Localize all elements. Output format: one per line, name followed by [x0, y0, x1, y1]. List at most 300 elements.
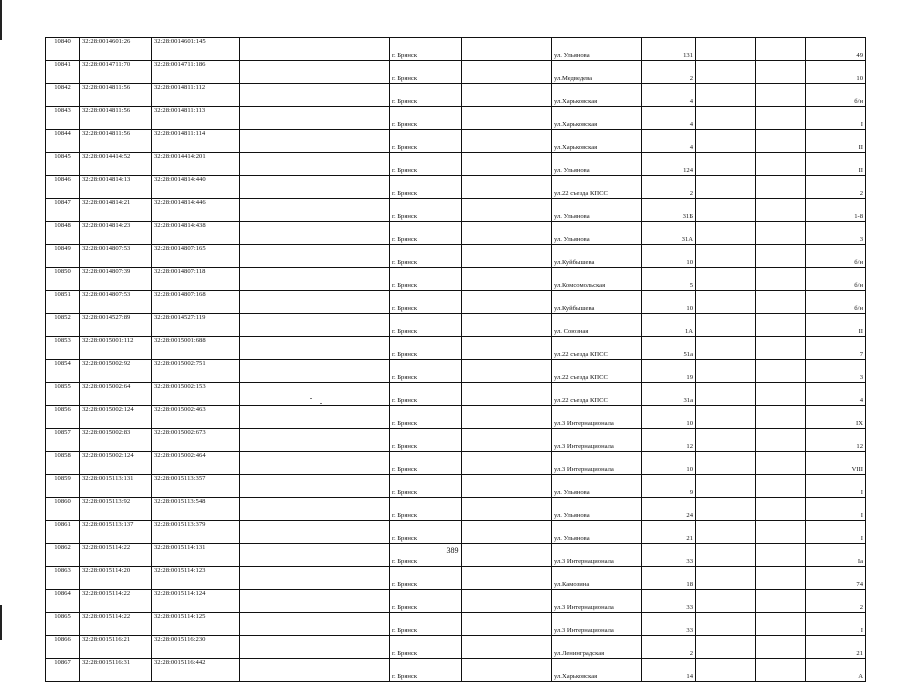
object-cadastral-number-cell: 32:28:0015001:688 — [152, 337, 240, 360]
table-row — [46, 406, 866, 429]
row-number-cell: 10840 — [46, 38, 80, 61]
registry-sheet — [45, 37, 865, 682]
house-number-cell: 31а — [642, 383, 696, 406]
street-cell: ул.3 Интернационала — [552, 429, 642, 452]
street-cell: ул.3 Интернационала — [552, 452, 642, 475]
land-cadastral-number-cell: 32:28:0015001:112 — [80, 337, 152, 360]
street-cell: ул. Ульянова — [552, 521, 642, 544]
empty-cell — [462, 314, 552, 337]
empty-cell — [756, 199, 806, 222]
street-cell: ул.Куйбышева — [552, 291, 642, 314]
empty-cell — [240, 291, 390, 314]
street-cell: ул.22 съезда КПСС — [552, 360, 642, 383]
row-number-cell: 10861 — [46, 521, 80, 544]
city-cell: г. Брянск — [390, 406, 462, 429]
street-cell: ул.3 Интернационала — [552, 613, 642, 636]
land-cadastral-number-cell: 32:28:0015114:22 — [80, 590, 152, 613]
city-cell: г. Брянск — [390, 383, 462, 406]
scan-edge-top — [0, 0, 2, 40]
premises-number-cell: 3 — [806, 360, 866, 383]
house-number-cell: 12 — [642, 429, 696, 452]
empty-cell — [240, 199, 390, 222]
empty-cell — [756, 130, 806, 153]
object-cadastral-number-cell: 32:28:0015114:125 — [152, 613, 240, 636]
premises-number-cell: II — [806, 314, 866, 337]
land-cadastral-number-cell: 32:28:0015002:124 — [80, 406, 152, 429]
empty-cell — [240, 636, 390, 659]
empty-cell — [240, 521, 390, 544]
row-number-cell: 10866 — [46, 636, 80, 659]
empty-cell — [240, 153, 390, 176]
empty-cell — [462, 130, 552, 153]
street-cell: ул.Комсомольская — [552, 268, 642, 291]
land-cadastral-number-cell: 32:28:0015002:83 — [80, 429, 152, 452]
land-cadastral-number-cell: 32:28:0014811:56 — [80, 84, 152, 107]
empty-cell — [240, 84, 390, 107]
house-number-cell: 2 — [642, 61, 696, 84]
row-number-cell: 10842 — [46, 84, 80, 107]
premises-number-cell: б/н — [806, 291, 866, 314]
empty-cell — [462, 521, 552, 544]
land-cadastral-number-cell: 32:28:0014814:21 — [80, 199, 152, 222]
premises-number-cell: 49 — [806, 38, 866, 61]
table-row — [46, 590, 866, 613]
empty-cell — [240, 590, 390, 613]
row-number-cell: 10855 — [46, 383, 80, 406]
empty-cell — [240, 337, 390, 360]
street-cell: ул.22 съезда КПСС — [552, 337, 642, 360]
street-cell: ул.22 съезда КПСС — [552, 383, 642, 406]
object-cadastral-number-cell: 32:28:0014807:165 — [152, 245, 240, 268]
city-cell: г. Брянск — [390, 176, 462, 199]
city-cell: г. Брянск — [390, 314, 462, 337]
city-cell: г. Брянск — [390, 153, 462, 176]
house-number-cell: 124 — [642, 153, 696, 176]
house-number-cell: 24 — [642, 498, 696, 521]
empty-cell — [696, 429, 756, 452]
land-cadastral-number-cell: 32:28:0015113:131 — [80, 475, 152, 498]
row-number-cell: 10867 — [46, 659, 80, 682]
empty-cell — [756, 452, 806, 475]
land-cadastral-number-cell: 32:28:0015113:92 — [80, 498, 152, 521]
empty-cell — [696, 521, 756, 544]
house-number-cell: 51а — [642, 337, 696, 360]
table-row — [46, 337, 866, 360]
street-cell: ул. Ульянова — [552, 475, 642, 498]
object-cadastral-number-cell: 32:28:0014527:119 — [152, 314, 240, 337]
empty-cell — [756, 38, 806, 61]
street-cell: ул.22 съезда КПСС — [552, 176, 642, 199]
empty-cell — [462, 222, 552, 245]
empty-cell — [756, 475, 806, 498]
street-cell: ул. Ульянова — [552, 38, 642, 61]
house-number-cell: 4 — [642, 130, 696, 153]
object-cadastral-number-cell: 32:28:0015114:131 — [152, 544, 240, 567]
object-cadastral-number-cell: 32:28:0015113:548 — [152, 498, 240, 521]
empty-cell — [756, 107, 806, 130]
row-number-cell: 10865 — [46, 613, 80, 636]
empty-cell — [462, 84, 552, 107]
premises-number-cell: I — [806, 498, 866, 521]
city-cell: г. Брянск — [390, 291, 462, 314]
house-number-cell: 2 — [642, 176, 696, 199]
house-number-cell: 10 — [642, 452, 696, 475]
street-cell: ул.Харьковская — [552, 130, 642, 153]
empty-cell — [240, 613, 390, 636]
street-cell: ул. Ульянова — [552, 153, 642, 176]
object-cadastral-number-cell: 32:28:0014601:145 — [152, 38, 240, 61]
row-number-cell: 10860 — [46, 498, 80, 521]
empty-cell — [462, 199, 552, 222]
row-number-cell: 10847 — [46, 199, 80, 222]
table-row — [46, 383, 866, 406]
empty-cell — [240, 659, 390, 682]
empty-cell — [240, 452, 390, 475]
row-number-cell: 10854 — [46, 360, 80, 383]
street-cell: ул.Куйбышева — [552, 245, 642, 268]
empty-cell — [696, 590, 756, 613]
house-number-cell: 10 — [642, 406, 696, 429]
row-number-cell: 10857 — [46, 429, 80, 452]
street-cell: ул.Харьковская — [552, 659, 642, 682]
premises-number-cell: I — [806, 521, 866, 544]
row-number-cell: 10863 — [46, 567, 80, 590]
street-cell: ул. Ульянова — [552, 199, 642, 222]
empty-cell — [696, 176, 756, 199]
house-number-cell: 2 — [642, 636, 696, 659]
city-cell: г. Брянск — [390, 337, 462, 360]
row-number-cell: 10858 — [46, 452, 80, 475]
table-row — [46, 475, 866, 498]
empty-cell — [462, 153, 552, 176]
empty-cell — [240, 314, 390, 337]
object-cadastral-number-cell: 32:28:0014811:114 — [152, 130, 240, 153]
empty-cell — [462, 452, 552, 475]
page-number: 389 — [446, 546, 459, 555]
empty-cell — [756, 567, 806, 590]
empty-cell — [240, 498, 390, 521]
table-row — [46, 360, 866, 383]
table-row — [46, 314, 866, 337]
empty-cell — [756, 245, 806, 268]
empty-cell — [240, 475, 390, 498]
city-cell: г. Брянск — [390, 521, 462, 544]
empty-cell — [240, 245, 390, 268]
table-row — [46, 659, 866, 682]
empty-cell — [462, 567, 552, 590]
table-row — [46, 291, 866, 314]
empty-cell — [756, 268, 806, 291]
empty-cell — [696, 107, 756, 130]
object-cadastral-number-cell: 32:28:0015114:124 — [152, 590, 240, 613]
empty-cell — [696, 199, 756, 222]
object-cadastral-number-cell: 32:28:0014814:446 — [152, 199, 240, 222]
object-cadastral-number-cell: 32:28:0014414:201 — [152, 153, 240, 176]
street-cell: ул. Союзная — [552, 314, 642, 337]
empty-cell — [462, 107, 552, 130]
empty-cell — [240, 360, 390, 383]
object-cadastral-number-cell: 32:28:0015116:230 — [152, 636, 240, 659]
object-cadastral-number-cell: 32:28:0014811:112 — [152, 84, 240, 107]
object-cadastral-number-cell: 32:28:0015002:464 — [152, 452, 240, 475]
premises-number-cell: IX — [806, 406, 866, 429]
house-number-cell: 33 — [642, 544, 696, 567]
premises-number-cell: 4 — [806, 383, 866, 406]
object-cadastral-number-cell: 32:28:0015113:379 — [152, 521, 240, 544]
object-cadastral-number-cell: 32:28:0015116:442 — [152, 659, 240, 682]
land-cadastral-number-cell: 32:28:0014811:56 — [80, 130, 152, 153]
empty-cell — [756, 360, 806, 383]
empty-cell — [756, 383, 806, 406]
house-number-cell: 21 — [642, 521, 696, 544]
land-cadastral-number-cell: 32:28:0014414:52 — [80, 153, 152, 176]
premises-number-cell: б/н — [806, 245, 866, 268]
empty-cell — [462, 659, 552, 682]
house-number-cell: 31Б — [642, 199, 696, 222]
empty-cell — [756, 337, 806, 360]
empty-cell — [696, 314, 756, 337]
empty-cell — [696, 337, 756, 360]
table-row — [46, 107, 866, 130]
street-cell: ул.Харьковская — [552, 107, 642, 130]
house-number-cell: 14 — [642, 659, 696, 682]
empty-cell — [240, 176, 390, 199]
empty-cell — [462, 590, 552, 613]
premises-number-cell: 21 — [806, 636, 866, 659]
empty-cell — [462, 337, 552, 360]
empty-cell — [696, 452, 756, 475]
premises-number-cell: 1-8 — [806, 199, 866, 222]
empty-cell — [696, 659, 756, 682]
premises-number-cell: VIII — [806, 452, 866, 475]
street-cell: ул.Медведева — [552, 61, 642, 84]
object-cadastral-number-cell: 32:28:0014711:186 — [152, 61, 240, 84]
premises-number-cell: 3 — [806, 222, 866, 245]
object-cadastral-number-cell: 32:28:0015002:751 — [152, 360, 240, 383]
city-cell: г. Брянск — [390, 567, 462, 590]
object-cadastral-number-cell: 32:28:0014811:113 — [152, 107, 240, 130]
city-cell: г. Брянск — [390, 475, 462, 498]
empty-cell — [240, 567, 390, 590]
row-number-cell: 10852 — [46, 314, 80, 337]
row-number-cell: 10850 — [46, 268, 80, 291]
land-cadastral-number-cell: 32:28:0014807:53 — [80, 291, 152, 314]
street-cell: ул.Ленинградская — [552, 636, 642, 659]
empty-cell — [462, 176, 552, 199]
empty-cell — [756, 636, 806, 659]
house-number-cell: 4 — [642, 107, 696, 130]
street-cell: ул. Ульянова — [552, 222, 642, 245]
house-number-cell: 9 — [642, 475, 696, 498]
empty-cell — [462, 613, 552, 636]
premises-number-cell: 2 — [806, 590, 866, 613]
object-cadastral-number-cell: 32:28:0015114:123 — [152, 567, 240, 590]
street-cell: ул.3 Интернационала — [552, 590, 642, 613]
city-cell: г. Брянск — [390, 544, 462, 567]
empty-cell — [462, 498, 552, 521]
object-cadastral-number-cell: 32:28:0014807:118 — [152, 268, 240, 291]
table-row — [46, 521, 866, 544]
empty-cell — [696, 475, 756, 498]
object-cadastral-number-cell: 32:28:0015002:463 — [152, 406, 240, 429]
property-registry-table — [45, 37, 866, 682]
empty-cell — [462, 268, 552, 291]
house-number-cell: 5 — [642, 268, 696, 291]
empty-cell — [240, 38, 390, 61]
land-cadastral-number-cell: 32:28:0014811:56 — [80, 107, 152, 130]
empty-cell — [696, 245, 756, 268]
house-number-cell: 10 — [642, 291, 696, 314]
empty-cell — [462, 38, 552, 61]
empty-cell — [756, 590, 806, 613]
empty-cell — [696, 268, 756, 291]
land-cadastral-number-cell: 32:28:0014814:13 — [80, 176, 152, 199]
table-row — [46, 153, 866, 176]
empty-cell — [756, 222, 806, 245]
land-cadastral-number-cell: 32:28:0015114:22 — [80, 544, 152, 567]
registry-body — [46, 38, 866, 682]
empty-cell — [696, 383, 756, 406]
city-cell: г. Брянск — [390, 61, 462, 84]
table-row — [46, 38, 866, 61]
house-number-cell: 18 — [642, 567, 696, 590]
city-cell: г. Брянск — [390, 268, 462, 291]
empty-cell — [756, 61, 806, 84]
land-cadastral-number-cell: 32:28:0015114:20 — [80, 567, 152, 590]
object-cadastral-number-cell: 32:28:0015002:673 — [152, 429, 240, 452]
row-number-cell: 10856 — [46, 406, 80, 429]
land-cadastral-number-cell: 32:28:0015116:21 — [80, 636, 152, 659]
premises-number-cell: 12 — [806, 429, 866, 452]
table-row — [46, 498, 866, 521]
empty-cell — [696, 130, 756, 153]
empty-cell — [756, 406, 806, 429]
premises-number-cell: 2 — [806, 176, 866, 199]
premises-number-cell: I — [806, 613, 866, 636]
row-number-cell: 10849 — [46, 245, 80, 268]
empty-cell — [696, 84, 756, 107]
city-cell: г. Брянск — [390, 429, 462, 452]
table-row — [46, 84, 866, 107]
premises-number-cell: А — [806, 659, 866, 682]
house-number-cell: 10 — [642, 245, 696, 268]
object-cadastral-number-cell: 32:28:0015113:357 — [152, 475, 240, 498]
land-cadastral-number-cell: 32:28:0015002:124 — [80, 452, 152, 475]
city-cell: г. Брянск — [390, 636, 462, 659]
land-cadastral-number-cell: 32:28:0014807:53 — [80, 245, 152, 268]
row-number-cell: 10844 — [46, 130, 80, 153]
empty-cell — [696, 291, 756, 314]
city-cell: г. Брянск — [390, 613, 462, 636]
premises-number-cell: I — [806, 107, 866, 130]
empty-cell — [240, 130, 390, 153]
empty-cell — [462, 636, 552, 659]
table-row — [46, 636, 866, 659]
empty-cell — [756, 291, 806, 314]
city-cell: г. Брянск — [390, 659, 462, 682]
table-row — [46, 61, 866, 84]
object-cadastral-number-cell: 32:28:0014814:438 — [152, 222, 240, 245]
premises-number-cell: б/н — [806, 84, 866, 107]
empty-cell — [696, 567, 756, 590]
land-cadastral-number-cell: 32:28:0014807:39 — [80, 268, 152, 291]
premises-number-cell: II — [806, 130, 866, 153]
empty-cell — [240, 107, 390, 130]
row-number-cell: 10841 — [46, 61, 80, 84]
city-cell: г. Брянск — [390, 199, 462, 222]
premises-number-cell: 74 — [806, 567, 866, 590]
empty-cell — [756, 153, 806, 176]
house-number-cell: 1А — [642, 314, 696, 337]
city-cell: г. Брянск — [390, 130, 462, 153]
land-cadastral-number-cell: 32:28:0015114:22 — [80, 613, 152, 636]
empty-cell — [462, 429, 552, 452]
table-row — [46, 268, 866, 291]
table-row — [46, 429, 866, 452]
premises-number-cell: 7 — [806, 337, 866, 360]
empty-cell — [696, 636, 756, 659]
empty-cell — [696, 38, 756, 61]
empty-cell — [240, 383, 390, 406]
row-number-cell: 10859 — [46, 475, 80, 498]
house-number-cell: 31А — [642, 222, 696, 245]
empty-cell — [462, 406, 552, 429]
empty-cell — [696, 498, 756, 521]
empty-cell — [756, 613, 806, 636]
empty-cell — [756, 84, 806, 107]
city-cell: г. Брянск — [390, 84, 462, 107]
row-number-cell: 10851 — [46, 291, 80, 314]
table-row — [46, 452, 866, 475]
city-cell: г. Брянск — [390, 107, 462, 130]
premises-number-cell: II — [806, 153, 866, 176]
empty-cell — [696, 61, 756, 84]
row-number-cell: 10845 — [46, 153, 80, 176]
object-cadastral-number-cell: 32:28:0014807:168 — [152, 291, 240, 314]
empty-cell — [756, 429, 806, 452]
street-cell: ул. Ульянова — [552, 498, 642, 521]
empty-cell — [240, 268, 390, 291]
house-number-cell: 33 — [642, 613, 696, 636]
object-cadastral-number-cell: 32:28:0014814:440 — [152, 176, 240, 199]
empty-cell — [756, 314, 806, 337]
street-cell: ул.Харьковская — [552, 84, 642, 107]
house-number-cell: 4 — [642, 84, 696, 107]
land-cadastral-number-cell: 32:28:0015113:137 — [80, 521, 152, 544]
house-number-cell: 131 — [642, 38, 696, 61]
empty-cell — [240, 406, 390, 429]
object-cadastral-number-cell: 32:28:0015002:153 — [152, 383, 240, 406]
land-cadastral-number-cell: 32:28:0015116:31 — [80, 659, 152, 682]
premises-number-cell: 10 — [806, 61, 866, 84]
table-row — [46, 199, 866, 222]
empty-cell — [756, 498, 806, 521]
empty-cell — [696, 406, 756, 429]
street-cell: ул.3 Интернационала — [552, 406, 642, 429]
premises-number-cell: б/н — [806, 268, 866, 291]
house-number-cell: 33 — [642, 590, 696, 613]
city-cell: г. Брянск — [390, 245, 462, 268]
scan-edge-bottom — [0, 605, 2, 640]
city-cell: г. Брянск — [390, 38, 462, 61]
land-cadastral-number-cell: 32:28:0014711:70 — [80, 61, 152, 84]
row-number-cell: 10843 — [46, 107, 80, 130]
row-number-cell: 10853 — [46, 337, 80, 360]
row-number-cell: 10848 — [46, 222, 80, 245]
empty-cell — [696, 613, 756, 636]
table-row — [46, 245, 866, 268]
street-cell: ул.Камозина — [552, 567, 642, 590]
